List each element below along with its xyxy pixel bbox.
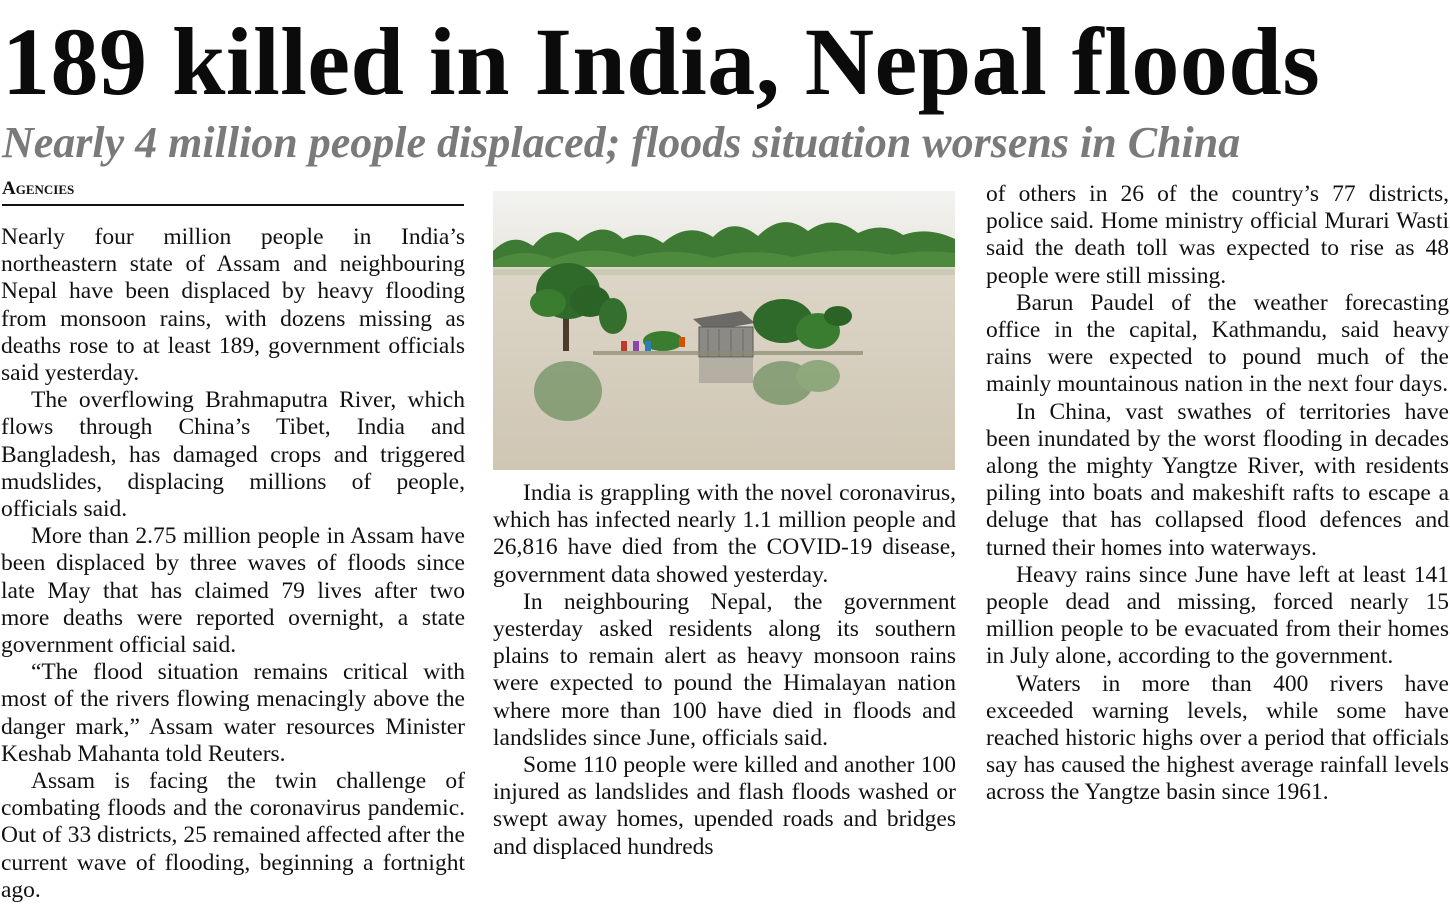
paragraph: Nearly four million people in India’s northeastern state of Assam and neighbouring Nepal have been displaced by heavy flooding from monsoon rains, with dozens missing as deaths rose to at least 189, government officials said yesterday. [1, 224, 465, 387]
paragraph: Assam is facing the twin challenge of combating floods and the coronavirus pandemic. Out of 33 districts, 25 remained affected after the current wave of flooding, beginning a fortnight ago. [1, 768, 465, 903]
paragraph: The overflowing Brahmaputra River, which flows through China’s Tibet, India and Bangladesh, has damaged crops and triggered mudslides, displacing millions of people, officials said. [1, 387, 465, 523]
paragraph: In neighbouring Nepal, the government yesterday asked residents along its southern plains to remain alert as heavy monsoon rains were expected to pound the Himalayan nation where more than 100 have died in floods and landslides since June, officials said. [493, 588, 956, 751]
flood-photo-illustration [493, 191, 955, 470]
paragraph: of others in 26 of the country’s 77 districts, police said. Home ministry official Murari Wasti said the death toll was expected to rise as 48 people were still missing. [986, 181, 1449, 289]
paragraph: India is grappling with the novel coronavirus, which has infected nearly 1.1 million people and 26,816 have died from the COVID-19 disease, government data showed yesterday. [493, 480, 956, 588]
paragraph: Barun Paudel of the weather forecasting office in the capital, Kathmandu, said heavy rains were expected to pound much of the mainly mountainous nation in the next four days. [986, 289, 1449, 398]
paragraph: “The flood situation remains critical with most of the rivers flowing menacingly above the danger mark,” Assam water resources Minister Keshab Mahanta told Reuters. [1, 659, 465, 767]
paragraph: In China, vast swathes of territories have been inundated by the worst flooding in decades along the mighty Yangtze River, with residents piling into boats and makeshift rafts to escape a deluge that has collapsed flood defences and turned their homes into waterways. [986, 398, 1449, 561]
paragraph: Heavy rains since June have left at least 141 people dead and missing, forced nearly 15 million people to be evacuated from their homes in July alone, according to the government. [986, 561, 1449, 670]
paragraph: Some 110 people were killed and another 100 injured as landslides and flash floods washed or swept away homes, upended roads and bridges and displaced hundreds [493, 752, 956, 860]
paragraph: More than 2.75 million people in Assam have been displaced by three waves of floods since late May that has claimed 79 lives after two more deaths were reported overnight, a state government official said. [1, 523, 465, 659]
flood-photo [493, 191, 955, 470]
article-column-3 [986, 181, 1449, 807]
headline: 189 killed in India, Nepal floods [2, 8, 1321, 115]
article-column-1 [1, 224, 465, 904]
article-column-2 [493, 480, 956, 861]
paragraph: Waters in more than 400 rivers have exceeded warning levels, while some have reached historic highs over a period that officials say has caused the highest average rainfall levels across the Yangtze basin since 1961. [986, 670, 1449, 806]
subheadline: Nearly 4 million people displaced; floods situation worsens in China [2, 118, 1241, 167]
byline: Agencies [2, 178, 464, 206]
